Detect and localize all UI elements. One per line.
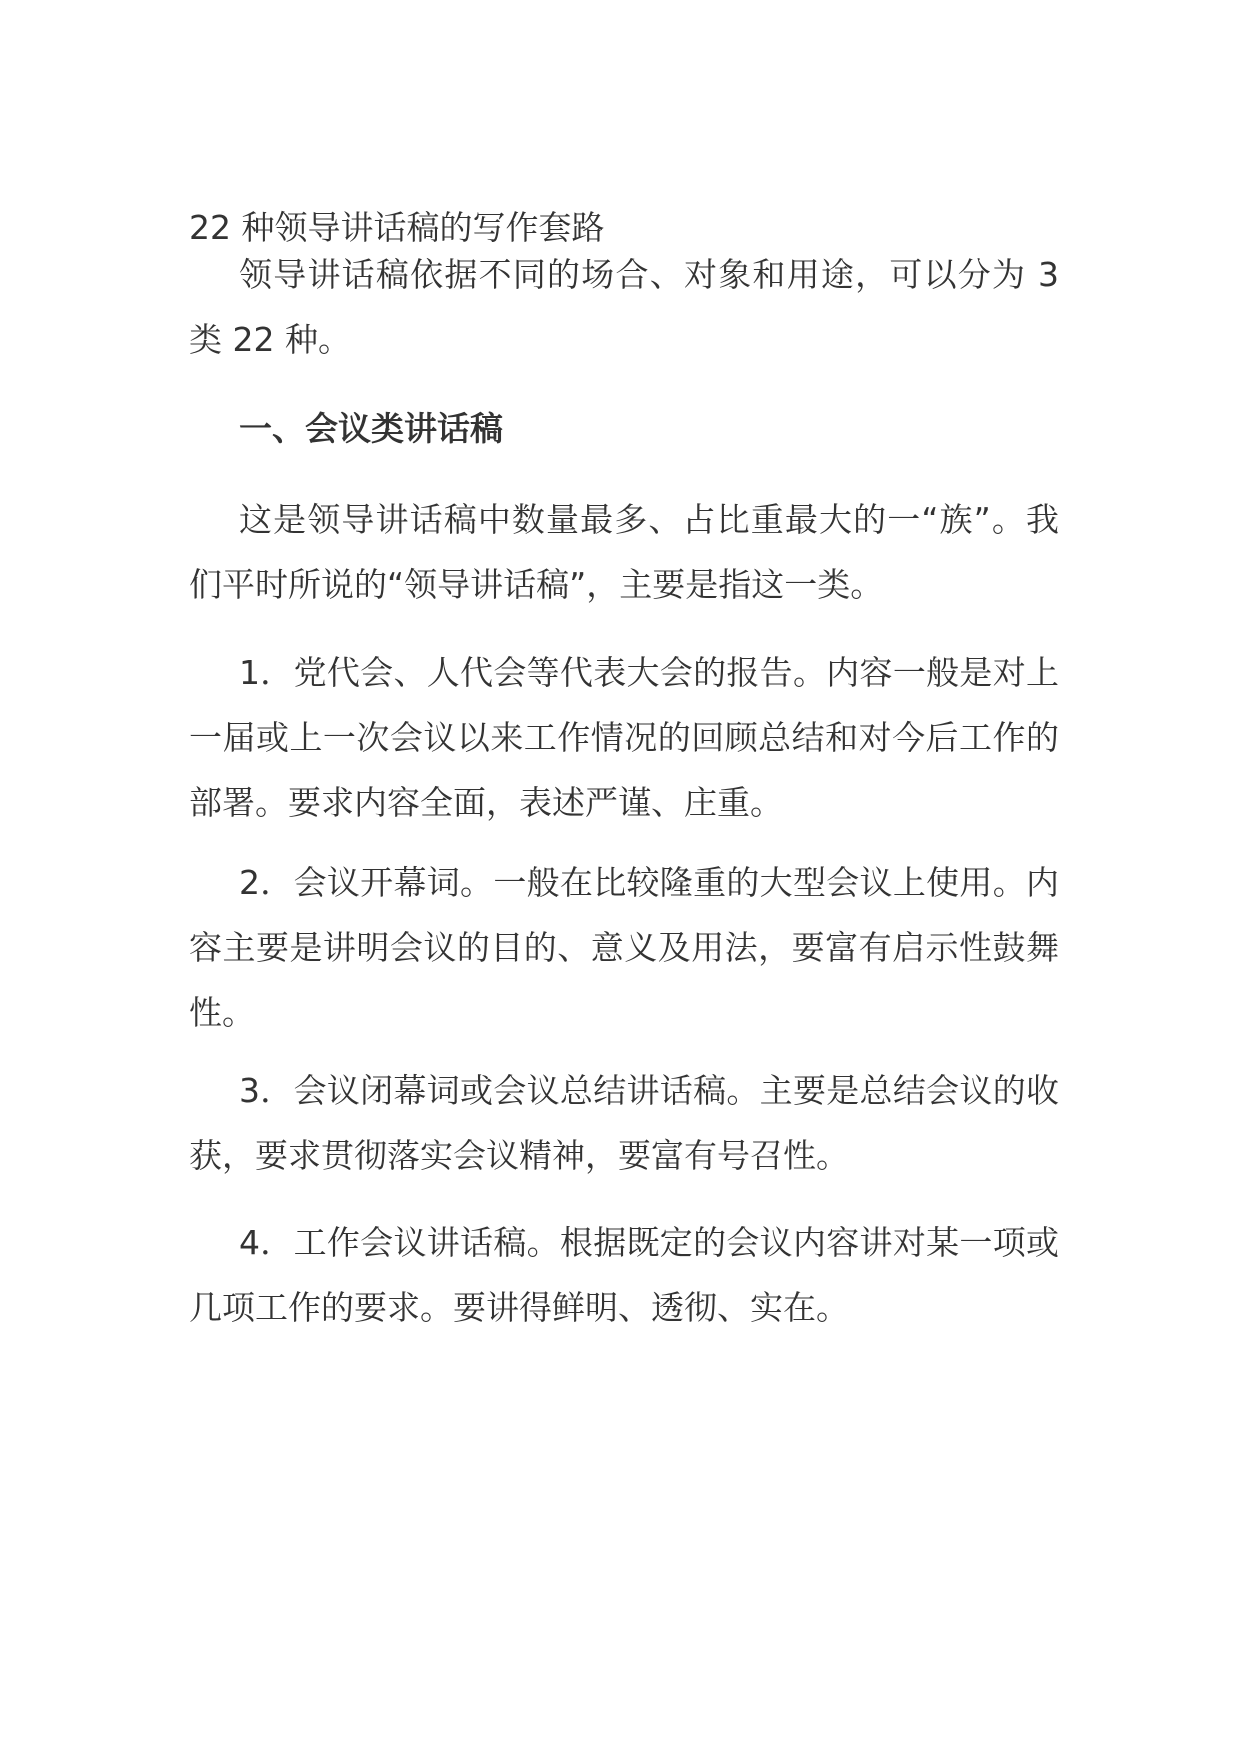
list-item: 3．会议闭幕词或会议总结讲话稿。主要是总结会议的收获，要求贯彻落实会议精神，要富有号召性。 (189, 1071, 1059, 1175)
list-item: 1．党代会、人代会等代表大会的报告。内容一般是对上一届或上一次会议以来工作情况的回顾总结和对今后工作的部署。要求内容全面，表述严谨、庄重。 (189, 653, 1059, 822)
list-item: 4．工作会议讲话稿。根据既定的会议内容讲对某一项或几项工作的要求。要讲得鲜明、透彻、实在。 (189, 1223, 1059, 1327)
document-title: 22 种领导讲话稿的写作套路 (189, 208, 605, 247)
document-page (189, 0, 1059, 1754)
section-intro-paragraph: 这是领导讲话稿中数量最多、占比重最大的一“族”。我们平时所说的“领导讲话稿”，主要是指这一类。 (189, 500, 1059, 604)
list-item: 2．会议开幕词。一般在比较隆重的大型会议上使用。内容主要是讲明会议的目的、意义及用法，要富有启示性鼓舞性。 (189, 863, 1059, 1032)
section-heading: 一、会议类讲话稿 (239, 409, 503, 448)
intro-paragraph: 领导讲话稿依据不同的场合、对象和用途，可以分为 3 类 22 种。 (189, 255, 1059, 359)
